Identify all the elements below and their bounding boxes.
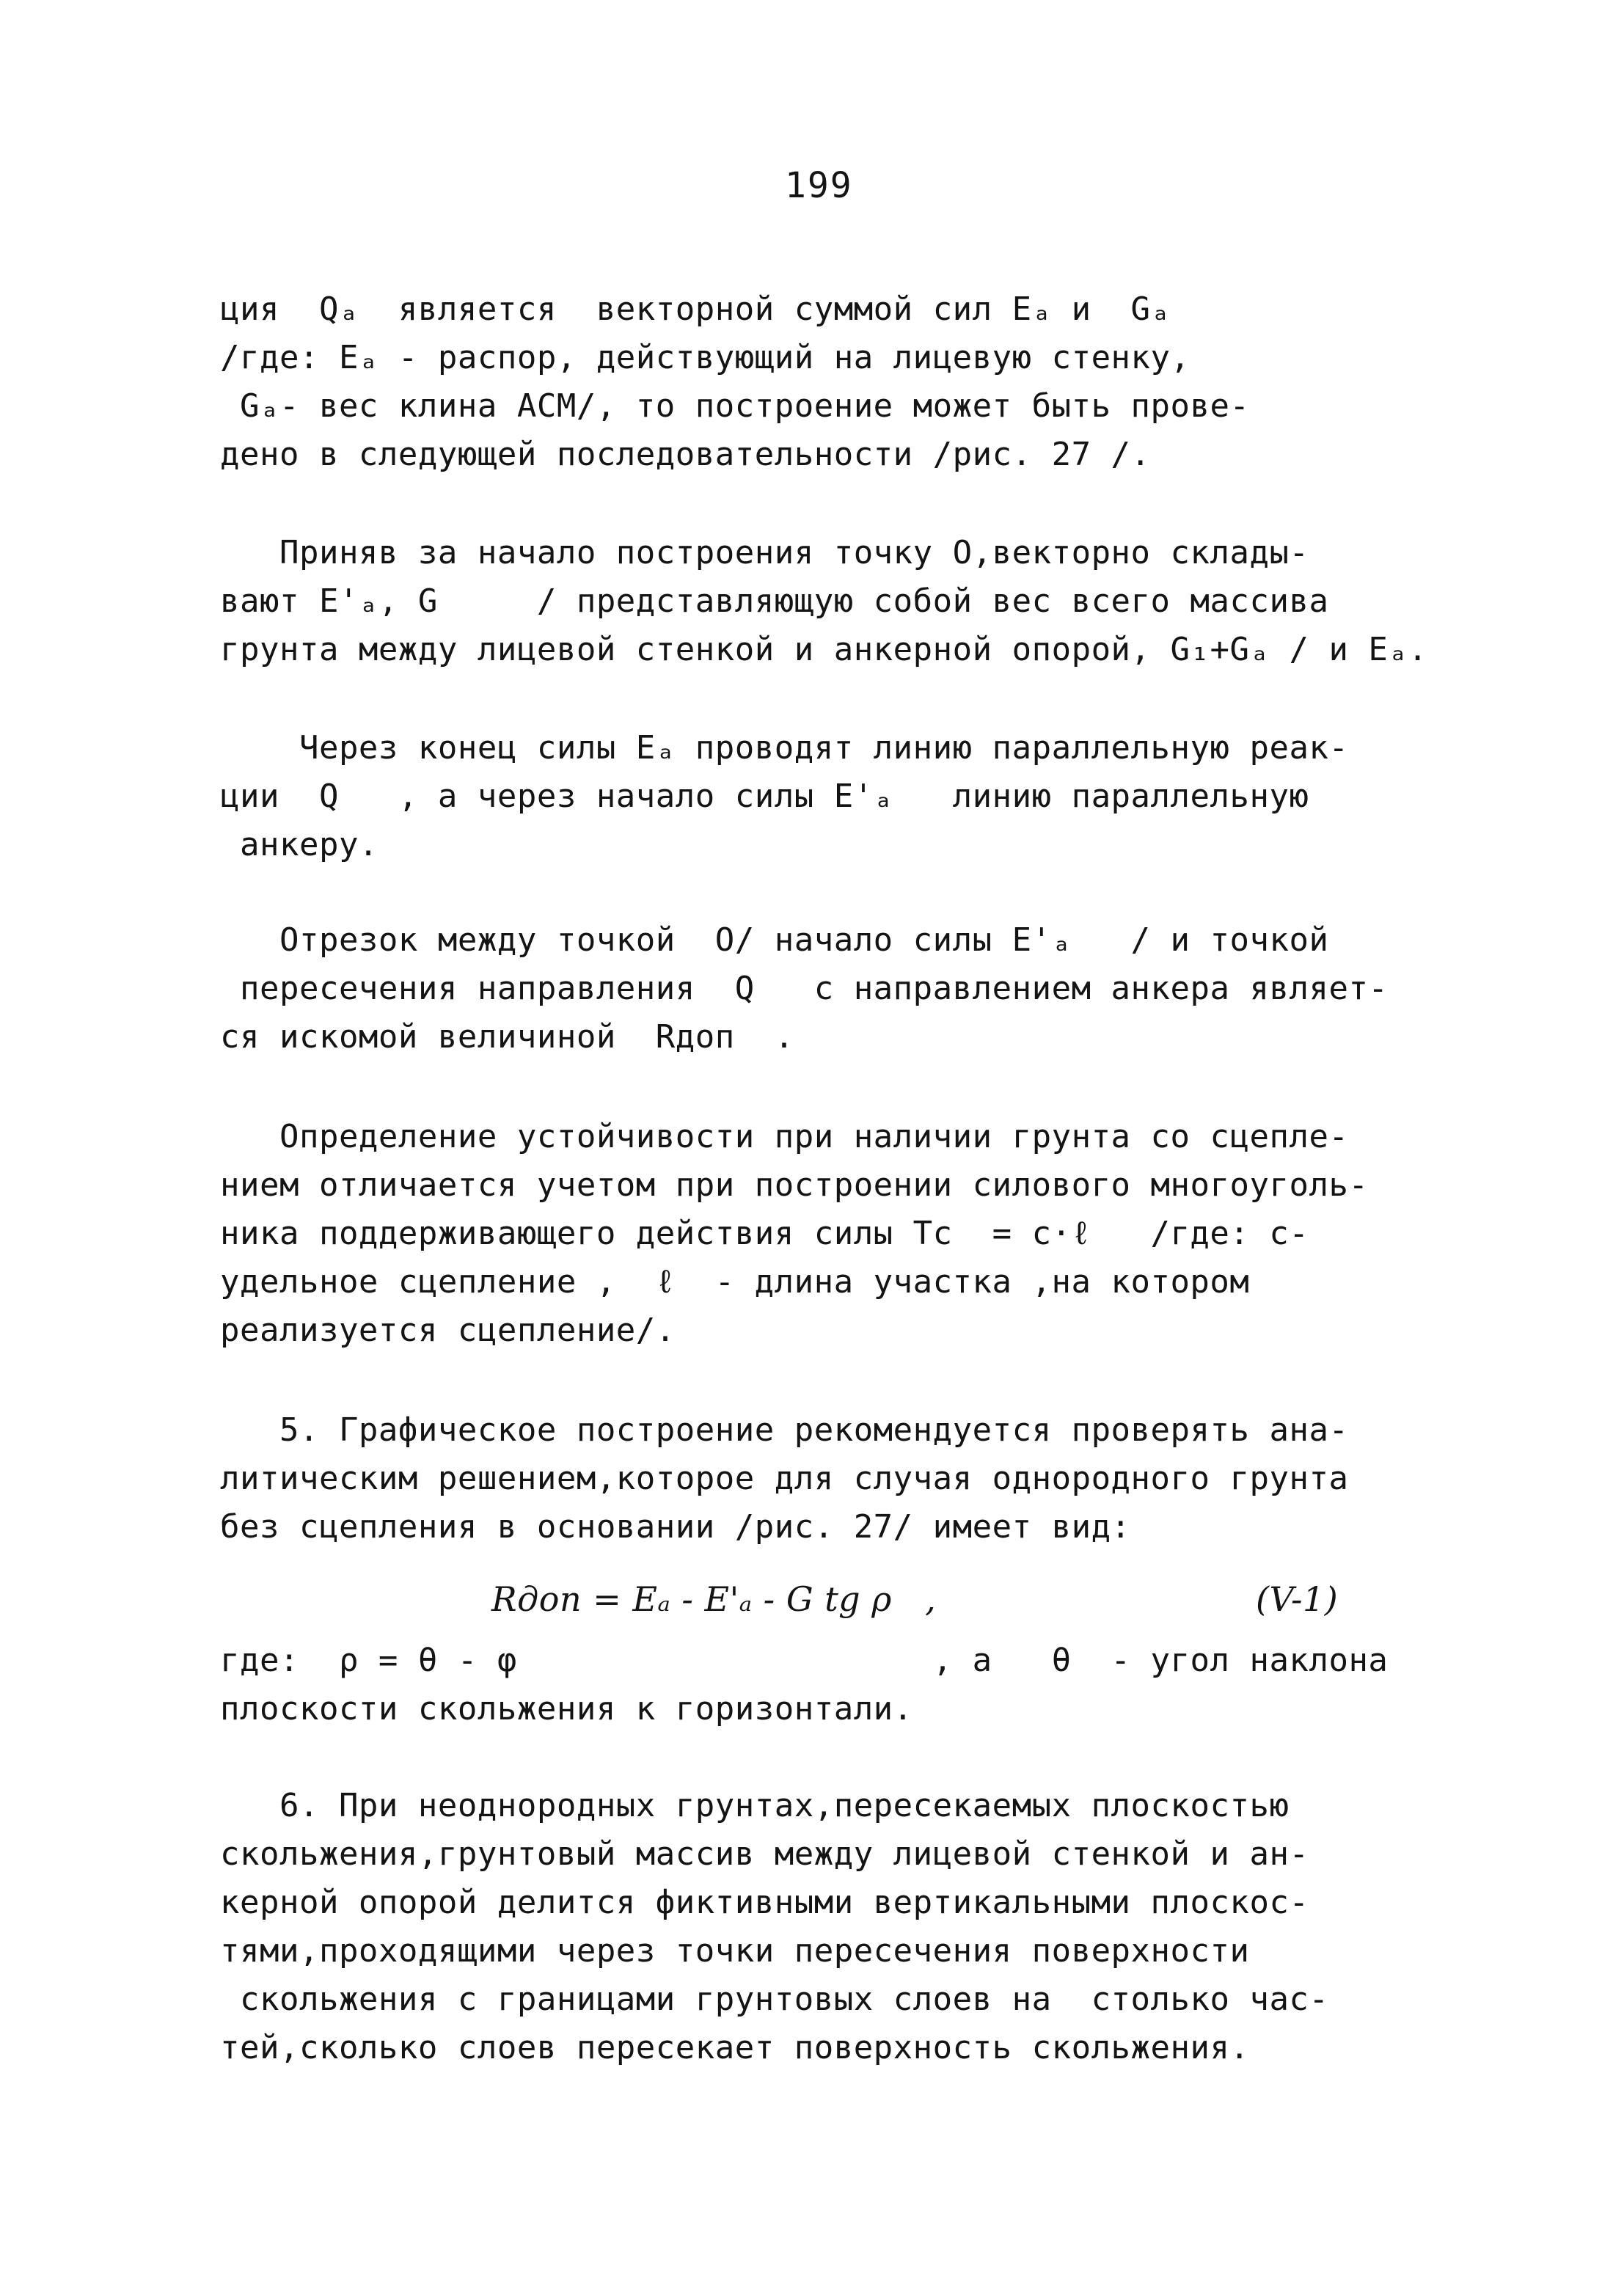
text-line: керной опорой делится фиктивными вертикальными плоскос- (220, 1884, 1309, 1921)
text-line: грунта между лицевой стенкой и анкерной опорой, G₁+Gₐ / и Eₐ. (220, 631, 1428, 668)
text-line: дено в следующей последовательности /рис. 27 /. (220, 436, 1151, 473)
text-line: Через конец силы Eₐ проводят линию параллельную реак- (220, 729, 1349, 767)
text-line: Gₐ- вес клина АСМ/, то построение может быть прове- (220, 387, 1250, 425)
text-line: Определение устойчивости при наличии грунта со сцепле- (220, 1118, 1349, 1155)
page-number: 199 (785, 165, 853, 206)
text-line: /где: Eₐ - распор, действующий на лицевую стенку, (220, 339, 1190, 376)
text-line: литическим решением,которое для случая однородного грунта (220, 1460, 1349, 1497)
text-line: тей,сколько слоев пересекает поверхность скольжения. (220, 2029, 1250, 2066)
text-line: ника поддерживающего действия силы Tc = c·ℓ /где: c- (220, 1215, 1309, 1252)
text-line: 5. Графическое построение рекомендуется проверять ана- (220, 1411, 1349, 1449)
text-line: ции Q , а через начало силы E'ₐ линию параллельную (220, 778, 1309, 815)
text-line: Отрезок между точкой O/ начало силы E'ₐ / и точкой (220, 921, 1329, 959)
text-line: плоскости скольжения к горизонтали. (220, 1690, 913, 1728)
text-line: нием отличается учетом при построении силового многоуголь- (220, 1166, 1369, 1204)
formula: Rдоп = Eₐ - E'ₐ - G tg ρ , (491, 1579, 937, 1619)
text-line: ция Qₐ является векторной суммой сил Eₐ и Gₐ (220, 290, 1171, 328)
text-line: тями,проходящими через точки пересечения поверхности (220, 1932, 1250, 1970)
text-line: реализуется сцепление/. (220, 1312, 676, 1349)
text-line: 6. При неоднородных грунтах,пересекаемых плоскостью (220, 1787, 1290, 1824)
text-line: вают E'ₐ, G / представляющую собой вес всего массива (220, 582, 1329, 620)
text-line: анкеру. (220, 826, 378, 863)
text-line: скольжения,грунтовый массив между лицевой стенкой и ан- (220, 1835, 1309, 1873)
text-line: пересечения направления Q с направлением анкера являет- (220, 970, 1389, 1007)
text-line: скольжения с границами грунтовых слоев на столько час- (220, 1981, 1329, 2018)
text-line: Приняв за начало построения точку O,векторно склады- (220, 534, 1309, 571)
text-line: где: ρ = θ - φ , а θ - угол наклона (220, 1642, 1389, 1679)
text-line: ся искомой величиной Rдоп . (220, 1018, 794, 1056)
formula-number: (V-1) (1256, 1579, 1339, 1619)
text-line: удельное сцепление , ℓ - длина участка ,на котором (220, 1263, 1250, 1301)
text-line: без сцепления в основании /рис. 27/ имеет вид: (220, 1508, 1131, 1546)
